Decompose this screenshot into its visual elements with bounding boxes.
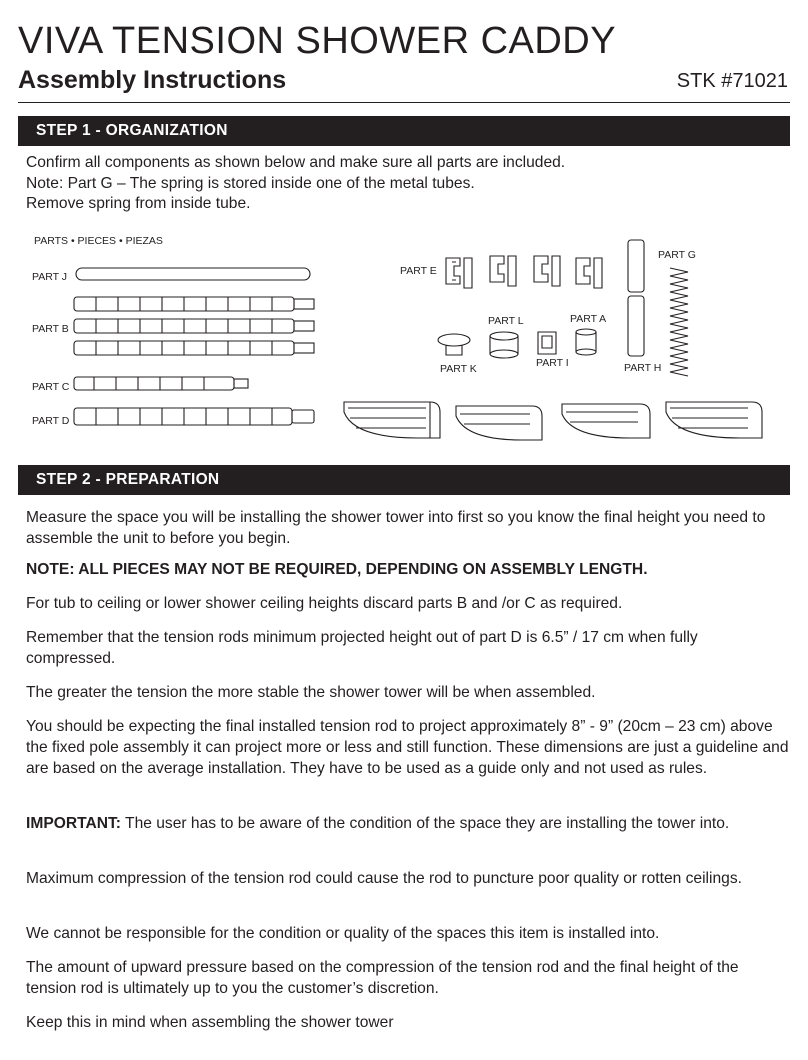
step2-pressure-paragraph: The amount of upward pressure based on the compression of the tension rod and the final height of the tension rod is ultimately up to you the customer’s discretion. xyxy=(26,959,739,997)
important-label: IMPORTANT: xyxy=(26,815,121,832)
part-g-label: PART G xyxy=(658,249,696,261)
step1-line-1: Confirm all components as shown below and make sure all parts are included. xyxy=(26,154,566,171)
step2-important-paragraph xyxy=(26,813,790,834)
step2-responsibility-paragraph: We cannot be responsible for the condition or quality of the spaces this item is installed into. xyxy=(26,925,660,942)
parts-diagram xyxy=(26,228,796,450)
part-k-foot xyxy=(438,334,470,355)
part-j-tube xyxy=(76,268,310,280)
part-a-label: PART A xyxy=(570,313,607,325)
part-k-label: PART K xyxy=(440,363,477,375)
caddy-basket-4 xyxy=(666,402,762,438)
step1-heading: STEP 1 - ORGANIZATION xyxy=(18,116,790,146)
title-divider xyxy=(18,102,790,103)
part-c-tube xyxy=(74,377,248,390)
step2-heading: STEP 2 - PREPARATION xyxy=(18,465,790,495)
part-j-label: PART J xyxy=(32,271,68,283)
step2-discard-paragraph: For tub to ceiling or lower shower ceiling heights discard parts B and /or C as required. xyxy=(26,595,623,612)
step2-compression-paragraph: Maximum compression of the tension rod could cause the rod to puncture poor quality or rotten ceilings. xyxy=(26,870,742,887)
part-a-cap xyxy=(576,329,596,355)
part-i-bracket xyxy=(538,332,556,354)
part-c-label: PART C xyxy=(32,381,70,393)
step2-tension-paragraph: The greater the tension the more stable the shower tower will be when assembled. xyxy=(26,684,596,701)
step2-min-height-paragraph: Remember that the tension rods minimum projected height out of part D is 6.5” / 17 cm when fully compressed. xyxy=(26,629,698,667)
caddy-basket-2 xyxy=(456,406,542,440)
part-i-label: PART I xyxy=(536,357,569,369)
caddy-basket-3 xyxy=(562,404,650,438)
step2-reminder-paragraph: Keep this in mind when assembling the shower tower xyxy=(26,1014,394,1031)
caddy-basket-1 xyxy=(344,402,440,438)
part-h-tubes xyxy=(628,240,644,356)
document-subtitle: Assembly Instructions xyxy=(18,66,287,94)
part-e-label: PART E xyxy=(400,265,437,277)
parts-header: PARTS • PIECES • PIEZAS xyxy=(34,235,163,247)
part-h-label: PART H xyxy=(624,362,662,374)
stock-number: STK #71021 xyxy=(676,70,788,92)
step2-projection-paragraph: You should be expecting the final installed tension rod to project approximately 8” - 9” (20cm – 23 cm) above the fixed pole assembly it can project more or less and still function. These dimensions are just a guideline and are based on the average installation. They have to be used as a guide only and not used as rules. xyxy=(26,718,789,777)
part-l-sleeve xyxy=(490,332,518,358)
part-e-brackets xyxy=(446,256,602,288)
part-l-label: PART L xyxy=(488,315,524,327)
part-d-tube xyxy=(74,408,314,425)
step1-instructions xyxy=(26,153,790,215)
part-b-label: PART B xyxy=(32,323,69,335)
document-title: VIVA TENSION SHOWER CADDY xyxy=(18,20,617,62)
step2-note: NOTE: ALL PIECES MAY NOT BE REQUIRED, DEPENDING ON ASSEMBLY LENGTH. xyxy=(26,561,648,578)
part-g-spring xyxy=(670,268,688,376)
step2-measure-paragraph: Measure the space you will be installing the shower tower into first so you know the final height you need to assemble the unit to before you begin. xyxy=(26,509,766,547)
part-b-tubes xyxy=(74,297,314,355)
important-text: The user has to be aware of the condition of the space they are installing the tower into. xyxy=(121,815,730,832)
step1-line-2: Note: Part G – The spring is stored inside one of the metal tubes. xyxy=(26,174,475,192)
part-d-label: PART D xyxy=(32,415,70,427)
step1-line-3: Remove spring from inside tube. xyxy=(26,195,251,212)
